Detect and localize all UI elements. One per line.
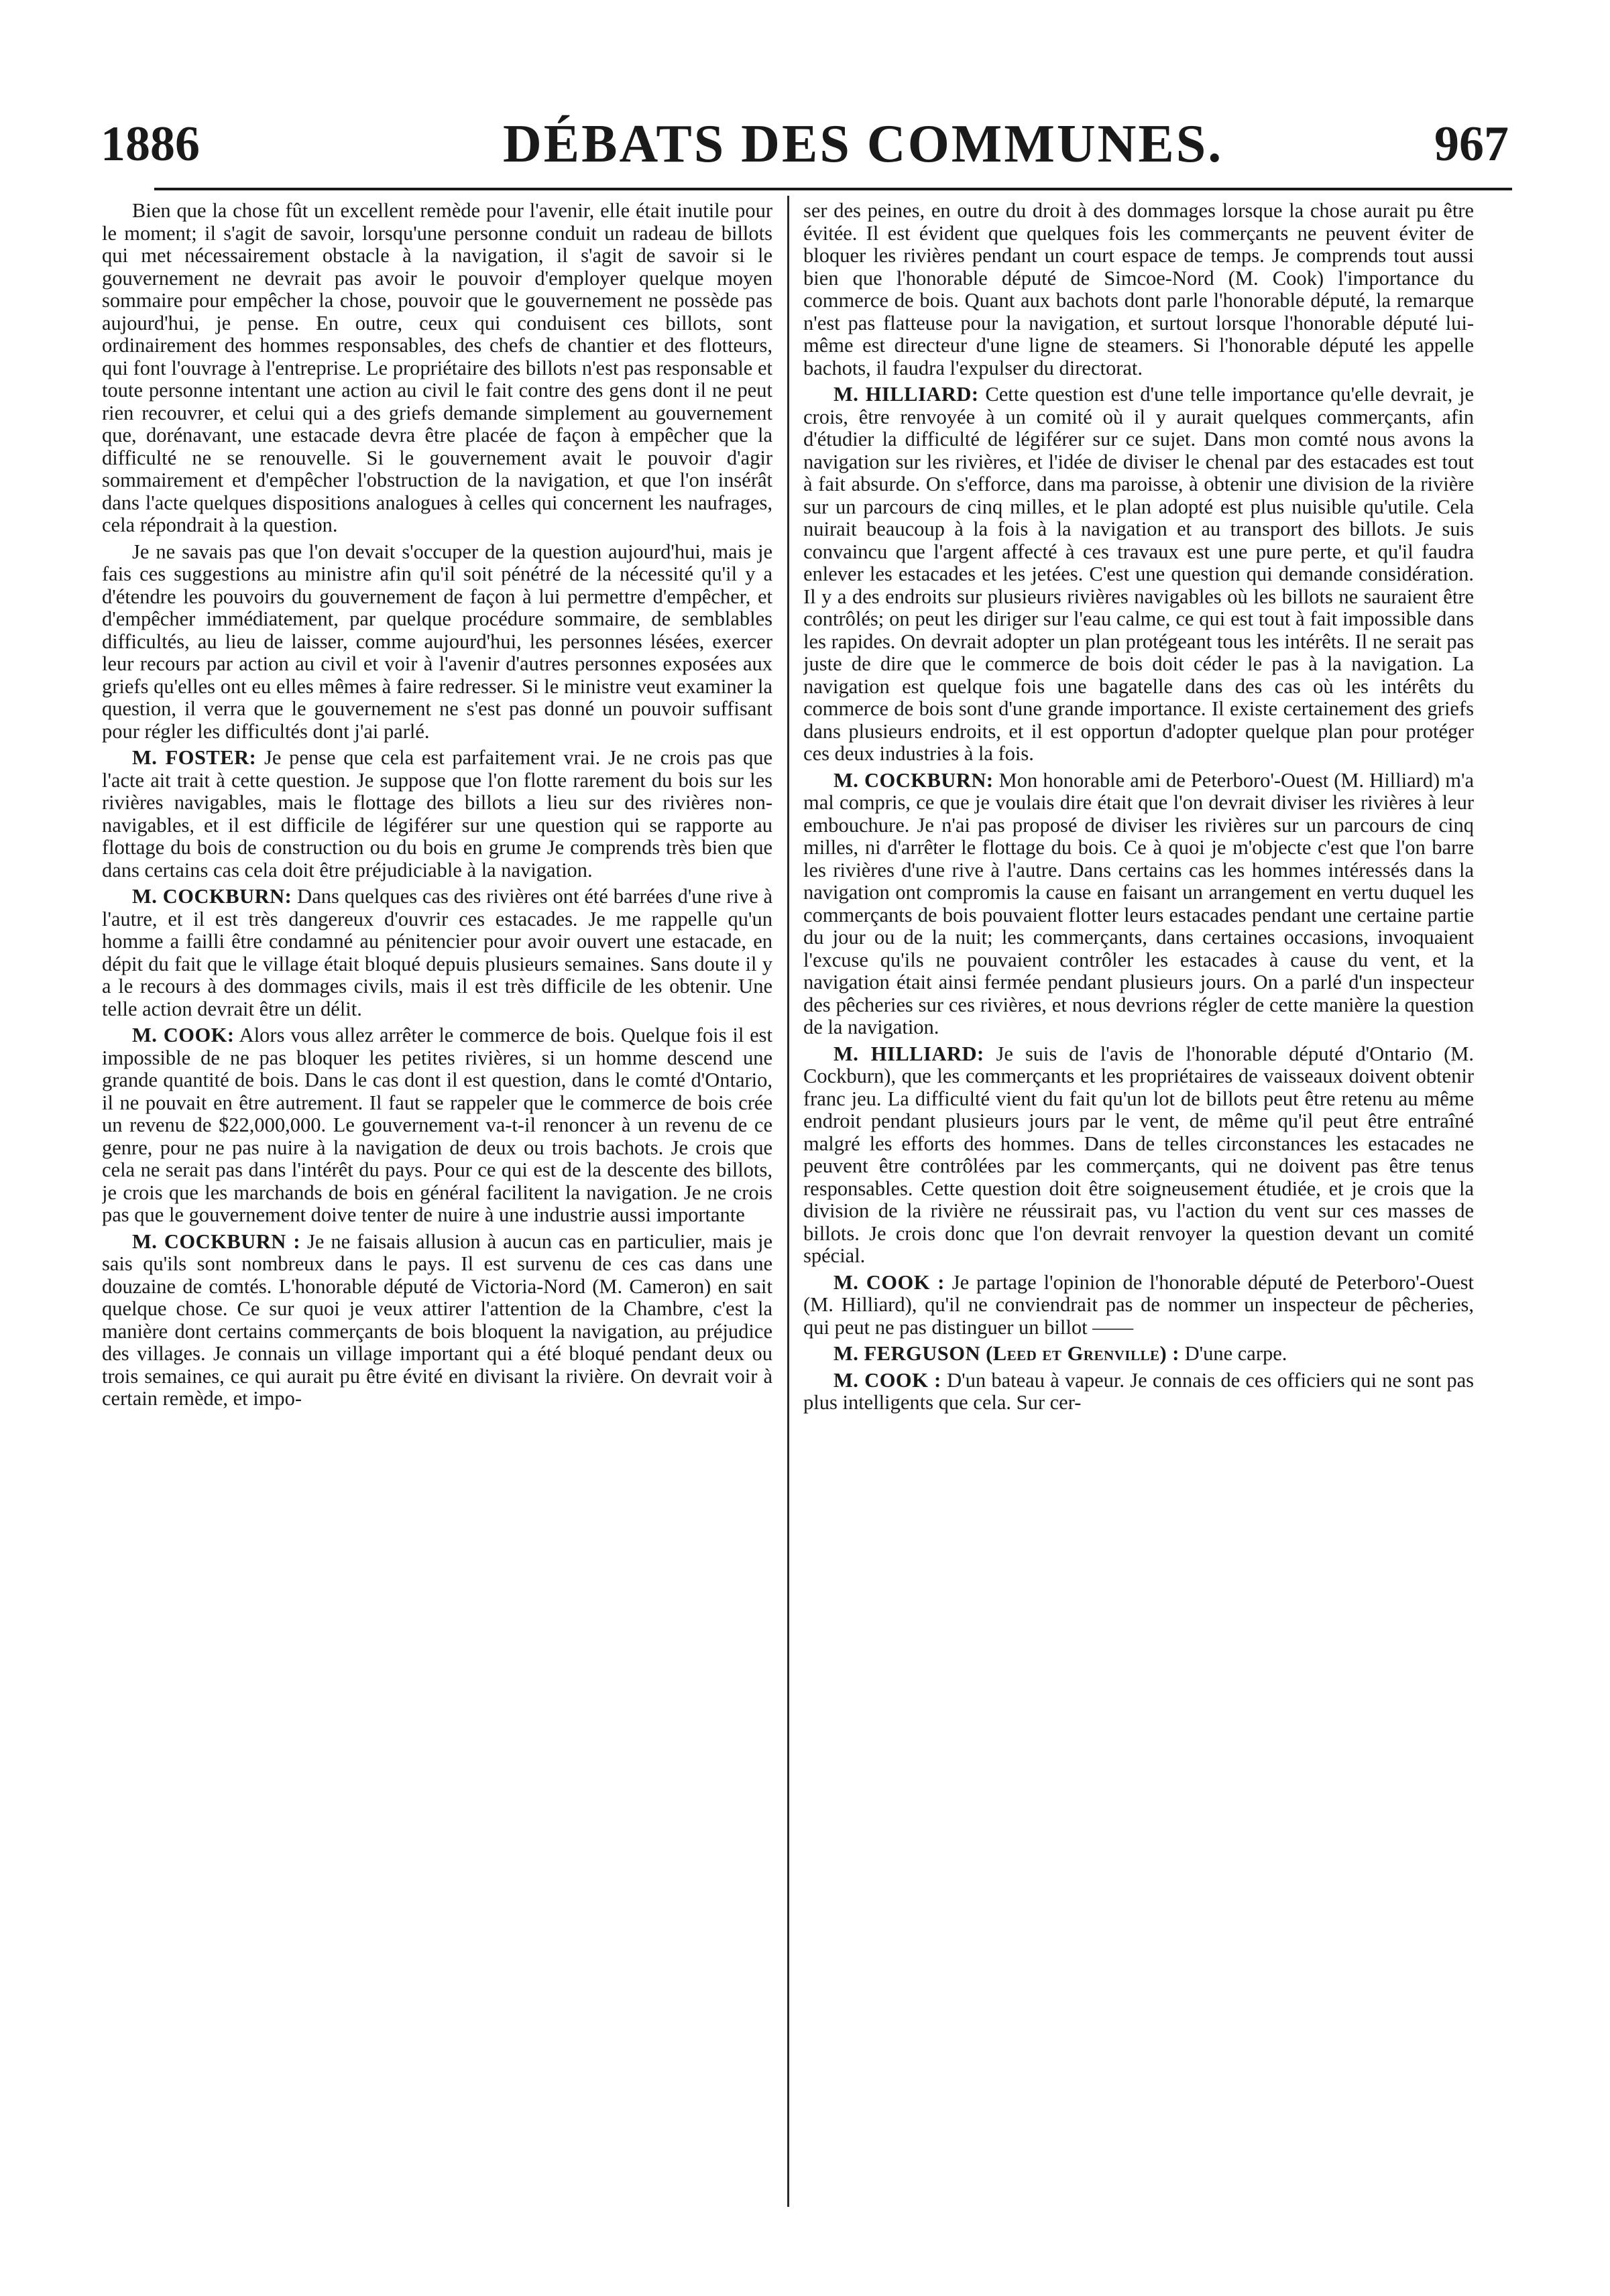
speaker-name: M. COOK: <box>132 1024 235 1046</box>
paragraph <box>102 541 772 743</box>
speaker-name: M. COOK : <box>833 1270 945 1294</box>
speaker-name: M. HILLIARD: <box>833 1042 984 1065</box>
speaker-name: M. COCKBURN: <box>132 885 292 908</box>
paragraph <box>803 200 1474 379</box>
paragraph-text: D'une carpe. <box>1184 1342 1287 1365</box>
paragraph <box>803 1370 1474 1414</box>
speaker-name: M. FERGUSON (Leed et Grenville) : <box>833 1342 1180 1365</box>
speaker-name: M. FOSTER: <box>132 746 257 769</box>
header-page-number: 967 <box>1434 117 1509 172</box>
paragraph-text: Cette question est d'une telle importance qu'elle devrait, je crois, être renvoyée à un comité où il y aurait quelques commerçants, afin d'étudier la difficulté de légiférer sur ce sujet. Dans mon comté nous avons la navigation sur les rivières, et l'idée de diviser le chenal par des estacades est tout à fait absurde. On s'efforce, dans ma paroisse, à obtenir une division de la rivière sur un parcours de cinq milles, et le plan adopté est plus nuisible qu'utile. Cela nuirait beaucoup à la fois à la navigation et au transport des billots. Je suis convaincu que l'argent affecté à ces travaux est une pure perte, et qu'il faudra enlever les estacades et les jetées. C'est une question qui demande considération. Il y a des endroits sur plusieurs rivières navigables où les billots ne sauraient être contrôlés; on peut les diriger sur l'eau calme, ce qui est tout à fait impossible dans les rapides. On devrait adopter un plan protégeant tous les intérêts. Il ne serait pas juste de dire que le commerce de bois doit céder le pas à la navigation. La navigation est quelque fois une bagatelle dans des cas où les intérêts du commerce de bois sont d'une grande importance. Il existe certainement des griefs dans plusieurs endroits, et il est opportun d'adopter quelque plan pour protéger ces deux industries à la fois. <box>803 383 1474 765</box>
paragraph <box>102 1024 772 1227</box>
paragraph-text: D'un bateau à vapeur. Je connais de ces officiers qui ne sont pas plus intelligents que cela. Sur cer- <box>803 1368 1474 1414</box>
column-divider <box>787 196 789 2207</box>
header-year: 1886 <box>101 117 200 172</box>
speaker-name: M. HILLIARD: <box>833 383 979 406</box>
paragraph-text: Alors vous allez arrêter le commerce de bois. Quelque fois il est impossible de ne pas bloquer les petites rivières, si un homme descend une grande quantité de bois. Dans le cas dont il est question, dans le comté d'Ontario, il ne pouvait en être autrement. Il faut se rappeler que le commerce de bois crée un revenu de $22,000,000. Le gouvernement va-t-il renoncer à un revenu de ce genre, pour ne pas nuire à la navigation de deux ou trois bachots. Je crois que cela ne serait pas dans l'intérêt du pays. Pour ce qui est de la descente des billots, je crois que les marchands de bois en général facilitent la navigation. Je ne crois pas que le gouvernement doive tenter de nuire à une industrie aussi importante <box>102 1024 772 1226</box>
paragraph-text: Mon honorable ami de Peterboro'-Ouest (M. Hilliard) m'a mal compris, ce que je voulais dire était que l'on devrait diviser les rivières à leur embouchure. Je n'ai pas proposé de diviser les rivières sur un parcours de cinq milles, ni d'arrêter le flottage du bois. Ce à quoi je m'objecte c'est que l'on barre les rivières d'une rive à l'autre. Dans certains cas les hommes intéressés dans la navigation ont compromis la cause en faisant un arrangement en vertu duquel les commerçants de bois pouvaient flotter leurs estacades pendant une certaine partie du jour ou de la nuit; les commerçants, dans certaines occasions, invoquaient l'excuse qu'ils ne pouvaient contrôler les estacades à cause du vent, et la navigation était ainsi fermée pendant plusieurs jours. On a parlé d'un inspecteur des pêcheries sur ces rivières, et nous devrions régler de cette manière la question de la navigation. <box>803 768 1474 1038</box>
paragraph-text: Je suis de l'avis de l'honorable député d'Ontario (M. Cockburn), que les commerçants et les propriétaires de vaisseaux doivent obtenir franc jeu. La difficulté vient du fait qu'un lot de billots peut être retenu au même endroit pendant plusieurs jours par le vent, de même qu'il peut être entraîné malgré les efforts des hommes. Dans de telles circonstances les estacades ne peuvent être contrôlées par les commerçants, qui ne doivent pas être tenus responsables. Cette question doit être soigneusement étudiée, et je crois que la division de la rivière ne réussirait pas, vu l'action du vent sur ces masses de billots. Je crois donc que l'on devrait renvoyer la question devant un comité spécial. <box>803 1042 1474 1267</box>
paragraph <box>102 747 772 882</box>
paragraph-text: Je ne savais pas que l'on devait s'occuper de la question aujourd'hui, mais je fais ces suggestions au ministre afin qu'il soit pénétré de la nécessité qu'il y a d'étendre les pouvoirs du gouvernement de façon à lui permettre d'empêcher, et d'empêcher immédiatement, par quelque procédure sommaire, de semblables difficultés, au lieu de laisser, comme aujourd'hui, les personnes lésées, exercer leur recours par action au civil et voir à l'avenir d'autres personnes exposées aux griefs qu'elles ont eu elles mêmes à faire redresser. Si le ministre veut examiner la question, il verra que le gouvernement ne s'est pas donné un pouvoir suffisant pour régler les difficultés dont j'ai parlé. <box>102 540 772 743</box>
paragraph-text: Dans quelques cas des rivières ont été barrées d'une rive à l'autre, et il est très dangereux d'ouvrir ces estacades. Je me rappelle qu'un homme a failli être condamné au pénitencier pour avoir ouvert une estacade, en dépit du fait que le village était bloqué depuis plusieurs semaines. Sans doute il y a le recours à des dommages civils, mais il est très difficile de les obtenir. Une telle action devrait être un délit. <box>102 885 772 1020</box>
speaker-name: M. COCKBURN : <box>132 1229 300 1253</box>
paragraph <box>102 886 772 1020</box>
paragraph <box>803 383 1474 766</box>
paragraph-text: Je ne faisais allusion à aucun cas en particulier, mais je sais qu'ils sont nombreux dans le pays. Il est survenu de ces cas dans une douzaine de comtés. L'honorable député de Victoria-Nord (M. Cameron) en sait quelque chose. Ce sur quoi je veux attirer l'attention de la Chambre, c'est la manière dont certains commerçants de bois bloquent la navigation, au préjudice des villages. Je connais un village important qui a été bloqué pendant deux ou trois semaines, ce qui aurait pu être évité en divisant la rivière. On devrait voir à certain remède, et impo- <box>102 1229 772 1410</box>
paragraph <box>803 770 1474 1039</box>
paragraph-text: Bien que la chose fût un excellent remède pour l'avenir, elle était inutile pour le moment; il s'agit de savoir, lorsqu'une personne conduit un radeau de billots qui met nécessairement obstacle à la navigation, il s'agit de savoir si le gouvernement ne devrait pas avoir le pouvoir d'employer quelque moyen sommaire pour empêcher la chose, pouvoir que le gouvernement ne possède pas aujourd'hui, je pense. En outre, ceux qui conduisent ces billots, sont ordinairement des hommes responsables, des chefs de chantier et des flotteurs, qui font l'ouvrage à l'entreprise. Le propriétaire des billots n'est pas responsable et toute personne intentant une action au civil le fait contre des gens dont il ne peut rien recouvrer, et celui qui a des griefs demande simplement au gouvernement que, dorénavant, une estacade devra être placée de façon à empêcher que la difficulté ne se renouvelle. Si le gouvernement avait le pouvoir d'agir sommairement et d'empêcher l'obstruction de la navigation, et que l'on insérât dans l'acte quelques dispositions analogues à celles qui concernent les naufrages, cela répondrait à la question. <box>102 200 772 536</box>
header-title: DÉBATS DES COMMUNES. <box>503 115 1224 174</box>
speaker-name: M. COCKBURN: <box>833 768 994 792</box>
paragraph-text: Je partage l'opinion de l'honorable député de Peterboro'-Ouest (M. Hilliard), qu'il ne conviendrait pas de nommer un inspecteur de pêcheries, qui peut ne pas distinguer un billot —— <box>803 1270 1474 1339</box>
right-column <box>803 200 1474 2211</box>
paragraph-text: Je pense que cela est parfaitement vrai. Je ne crois pas que l'acte ait trait à cette question. Je suppose que l'on flotte rarement du bois sur les rivières navigables, mais le flottage des billots a lieu sur des rivières non-navigables, et il est difficile de légiférer sur une question qui se rapporte au flottage du bois de construction ou du bois en grume Je comprends très bien que dans certains cas cela doit être préjudiciable à la navigation. <box>102 746 772 882</box>
page-header <box>101 101 1509 188</box>
header-rule <box>154 188 1512 190</box>
speaker-name: M. COOK : <box>833 1368 941 1392</box>
paragraph <box>803 1043 1474 1268</box>
left-column <box>102 200 772 2211</box>
paragraph <box>803 1272 1474 1339</box>
paragraph <box>102 1231 772 1410</box>
paragraph <box>803 1343 1474 1366</box>
paragraph <box>102 200 772 537</box>
paragraph-text: ser des peines, en outre du droit à des dommages lorsque la chose aurait pu être évitée. Il est évident que quelques fois les commerçants ne peuvent éviter de bloquer les rivières pendant un court espace de temps. Je comprends tout aussi bien que l'honorable député de Simcoe-Nord (M. Cook) l'importance du commerce de bois. Quant aux bachots dont parle l'honorable député, la remarque n'est pas flatteuse pour la navigation, et surtout lorsque l'honorable député lui-même est directeur d'une ligne de steamers. Si l'honorable député les appelle bachots, il faudra l'expulser du directorat. <box>803 200 1474 379</box>
